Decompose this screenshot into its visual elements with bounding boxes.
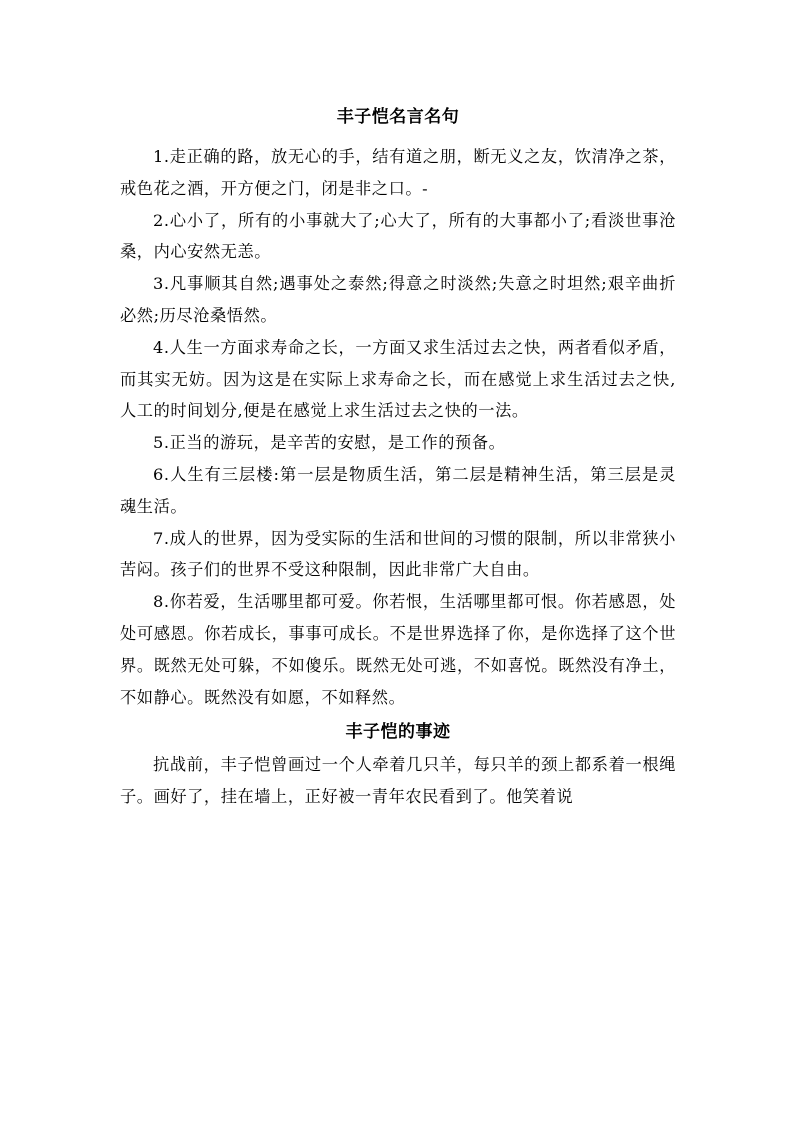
story-paragraph: 抗战前，丰子恺曾画过一个人牵着几只羊，每只羊的颈上都系着一根绳子。画好了，挂在墙上，正好被一青年农民看到了。他笑着说 [120, 755, 676, 807]
quote-5: 5.正当的游玩，是辛苦的安慰，是工作的预备。 [153, 433, 506, 453]
quote-7: 7.成人的世界，因为受实际的生活和世间的习惯的限制，所以非常狭小苦闷。孩子们的世界不受这种限制，因此非常广大自由。 [120, 528, 676, 580]
quote-2: 2.心小了，所有的小事就大了;心大了，所有的大事都小了;看淡世事沧桑，内心安然无恙。 [120, 210, 676, 262]
page-title: 丰子恺名言名句 [336, 107, 460, 127]
quote-3: 3.凡事顺其自然;遇事处之泰然;得意之时淡然;失意之时坦然;艰辛曲折必然;历尽沧桑悟然。 [120, 274, 676, 325]
quote-6: 6.人生有三层楼:第一层是物质生活，第二层是精神生活，第三层是灵魂生活。 [120, 464, 676, 516]
quote-8: 8.你若爱，生活哪里都可爱。你若恨，生活哪里都可恨。你若感恩，处处可感恩。你若成长，事事可成长。不是世界选择了你，是你选择了这个世界。既然无处可躲，不如傻乐。既然无处可逃，不如喜悦。既然没有净土，不如静心。既然没有如愿，不如释然。 [120, 592, 676, 707]
document-body [120, 103, 676, 813]
quote-4: 4.人生一方面求寿命之长，一方面又求生活过去之快，两者看似矛盾，而其实无妨。因为这是在实际上求寿命之长，而在感觉上求生活过去之快,人工的时间划分,便是在感觉上求生活过去之快的一法。 [120, 337, 676, 421]
quote-1: 1.走正确的路，放无心的手，结有道之朋，断无义之友，饮清净之茶，戒色花之酒，开方便之门，闭是非之口。- [120, 147, 676, 198]
section-title: 丰子恺的事迹 [345, 722, 451, 743]
